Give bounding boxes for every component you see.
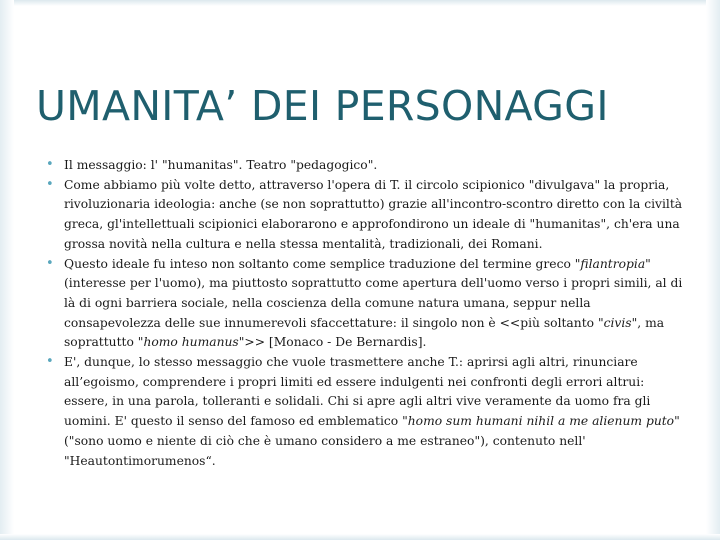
bullet-text: ", ma soprattutto " xyxy=(64,315,665,350)
slide-title: UMANITA’ DEI PERSONAGGI xyxy=(36,82,609,130)
bullet-text: ">> [Monaco - De Bernardis]. xyxy=(238,335,427,350)
bullet-text: E', dunque, lo stesso messaggio che vuole trasmettere anche T.: aprirsi agli altri, rinunciare all’egoismo, comprendere i propri limiti ed essere indulgenti nei confronti degli errori altrui: essere, in una parola, tolleranti e solidali. Chi si apre agli altri vive veramente da uomo fra gli uomini. E' questo il senso del famoso ed emblematico " xyxy=(64,355,651,429)
bullet-text: " (interesse per l'uomo), ma piuttosto soprattutto come apertura dell'uomo verso i propri simili, al di là di ogni barriera sociale, nella coscienza della comune natura umana, seppur nella consapevolezza delle sue innumerevoli sfaccettature: il singolo non è <<più soltanto " xyxy=(64,256,683,330)
bullet-text: " ("sono uomo e niente di ciò che è umano considero a me estraneo"), contenuto nell' "Heautontimorumenos“. xyxy=(64,414,680,468)
bullet-icon: • xyxy=(46,255,54,271)
bullet-italic-term: civis xyxy=(603,315,632,330)
slide-frame-bottom xyxy=(0,534,720,540)
bullet-icon: • xyxy=(46,176,54,192)
slide-frame-left xyxy=(0,0,14,540)
bullet-item xyxy=(46,255,686,354)
slide-frame-right xyxy=(706,0,720,540)
bullet-italic-term: filantropia xyxy=(580,256,646,271)
bullet-item xyxy=(46,156,686,176)
bullet-icon: • xyxy=(46,157,54,172)
bullet-text: Questo ideale fu inteso non soltanto come semplice traduzione del termine greco " xyxy=(64,256,581,271)
slide-body xyxy=(46,156,686,471)
bullet-italic-term: homo humanus xyxy=(143,335,239,350)
bullet-italic-term: homo sum humani nihil a me alienum puto xyxy=(407,414,675,429)
bullet-item xyxy=(46,353,686,471)
bullet-icon: • xyxy=(46,354,54,370)
bullet-text: Come abbiamo più volte detto, attraverso l'opera di T. il circolo scipionico "divulgava" la propria, rivoluzionaria ideologia: anche (se non soprattutto) grazie all'incontro-scontro diretto con la civiltà greca, gl'intellettuali scipionici elaborarono e approfondirono un ideale di "humanitas", ch'era una grossa novità nella cultura e nella stessa mentalità, tradizionali, dei Romani. xyxy=(64,177,683,251)
slide-frame-top xyxy=(0,0,720,6)
bullet-item xyxy=(46,176,686,255)
bullet-text: Il messaggio: l' "humanitas". Teatro "pedagogico". xyxy=(64,158,378,172)
